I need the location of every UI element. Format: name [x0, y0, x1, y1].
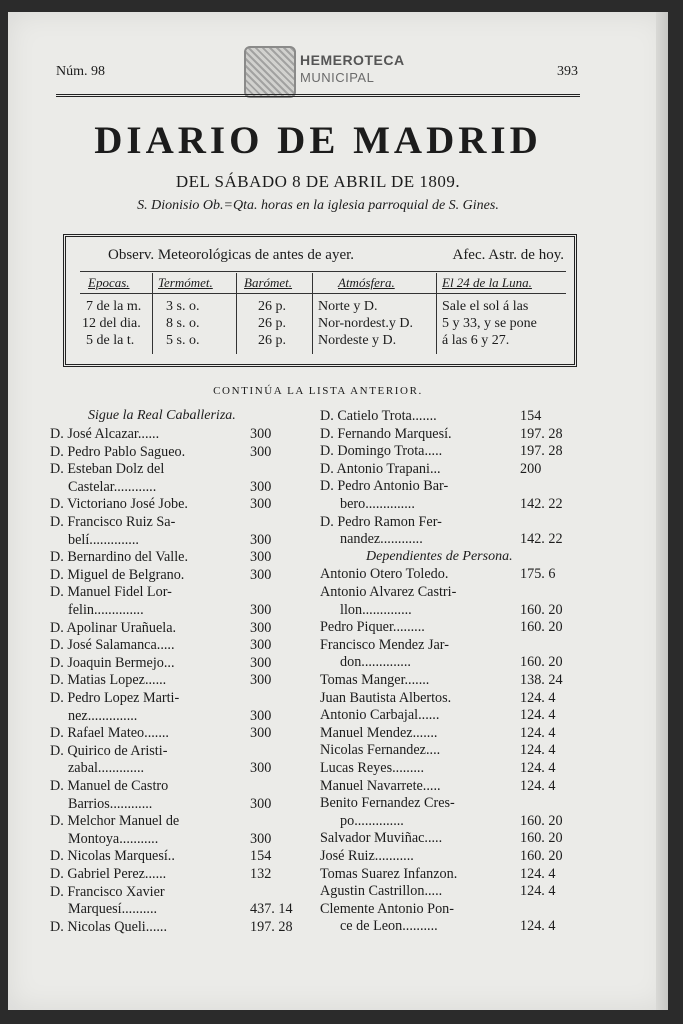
obs-term: 5 s. o.	[166, 333, 200, 348]
entry-value: 132	[250, 866, 272, 882]
newspaper-title: DIARIO DE MADRID	[94, 119, 542, 162]
entry-value: 124. 4	[520, 918, 556, 934]
obs-luna: á las 6 y 27.	[442, 333, 510, 348]
table-col-divider	[152, 273, 153, 354]
entry-name: D. José Salamanca.....	[50, 637, 175, 653]
entry-name: Juan Bautista Albertos.	[320, 690, 452, 706]
entry-value: 300	[250, 426, 272, 442]
issue-number: Núm. 98	[56, 64, 105, 79]
masthead-rule	[56, 94, 580, 97]
entry-name: D. Apolinar Urañuela.	[50, 620, 177, 636]
entry-name: Clemente Antonio Pon-	[320, 901, 454, 917]
entry-value: 300	[250, 725, 272, 741]
entry-value: 300	[250, 479, 272, 495]
entry-name: D. Francisco Xavier	[50, 884, 165, 900]
continued-heading: CONTINÚA LA LISTA ANTERIOR.	[213, 385, 423, 397]
entry-value: 300	[250, 760, 272, 776]
entry-name: D. Catielo Trota.......	[320, 408, 437, 424]
entry-value: 124. 4	[520, 778, 556, 794]
library-stamp	[244, 46, 424, 96]
entry-name: Lucas Reyes.........	[320, 760, 425, 776]
table-col-divider	[236, 273, 237, 354]
entry-name: nandez............	[340, 531, 423, 547]
obs-atm: Nor-nordest.y D.	[318, 316, 413, 331]
entry-value: 160. 20	[520, 830, 563, 846]
entry-value: 160. 20	[520, 654, 563, 670]
obs-term: 8 s. o.	[166, 316, 200, 331]
entry-value: 160. 20	[520, 602, 563, 618]
entry-name: zabal.............	[68, 760, 145, 776]
table-col-divider	[312, 273, 313, 354]
entry-value: 124. 4	[520, 742, 556, 758]
saint-of-day: S. Dionisio Ob.=Qta. horas en la iglesia parroquial de S. Gines.	[137, 198, 499, 213]
entry-value: 300	[250, 796, 272, 812]
entry-value: 160. 20	[520, 619, 563, 635]
entry-value: 124. 4	[520, 690, 556, 706]
obs-heading: Observ. Meteorológicas de antes de ayer.	[108, 247, 355, 263]
entry-value: 160. 20	[520, 813, 563, 829]
entry-name: Castelar............	[68, 479, 157, 495]
entry-value: 300	[250, 496, 272, 512]
entry-value: 160. 20	[520, 848, 563, 864]
entry-name: Benito Fernandez Cres-	[320, 795, 455, 811]
entry-name: Antonio Carbajal......	[320, 707, 440, 723]
entry-name: D. Melchor Manuel de	[50, 813, 180, 829]
entry-value: 175. 6	[520, 566, 556, 582]
entry-name: Marquesí..........	[68, 901, 158, 917]
entry-name: D. Pedro Lopez Marti-	[50, 690, 180, 706]
entry-name: Tomas Manger.......	[320, 672, 430, 688]
obs-atm: Nordeste y D.	[318, 333, 397, 348]
entry-name: Francisco Mendez Jar-	[320, 637, 449, 653]
entry-value: 124. 4	[520, 707, 556, 723]
col-termometro: Termómet.	[158, 275, 213, 290]
entry-name: D. Victoriano José Jobe.	[50, 496, 188, 512]
entry-name: D. Pedro Pablo Sagueo.	[50, 444, 186, 460]
entry-name: belí..............	[68, 532, 139, 548]
obs-epoca: 5 de la t.	[86, 333, 135, 348]
entry-name: D. José Alcazar......	[50, 426, 160, 442]
obs-baro: 26 p.	[258, 299, 286, 314]
entry-value: 300	[250, 708, 272, 724]
entry-value: 124. 4	[520, 760, 556, 776]
obs-luna: Sale el sol á las	[442, 299, 529, 314]
entry-value: 154	[520, 408, 542, 424]
entry-name: D. Antonio Trapani...	[320, 461, 441, 477]
entry-name: D. Bernardino del Valle.	[50, 549, 189, 565]
entry-value: 300	[250, 532, 272, 548]
entry-name: D. Nicolas Queli......	[50, 919, 168, 935]
stamp-line-1: HEMEROTECA	[300, 52, 405, 68]
entry-value: 142. 22	[520, 531, 563, 547]
entry-name: José Ruiz...........	[320, 848, 414, 864]
entry-name: Pedro Piquer.........	[320, 619, 425, 635]
entry-name: D. Manuel Fidel Lor-	[50, 584, 172, 600]
obs-term: 3 s. o.	[166, 299, 200, 314]
obs-atm: Norte y D.	[318, 299, 378, 314]
entry-value: 200	[520, 461, 542, 477]
entry-name: Agustin Castrillon.....	[320, 883, 443, 899]
entry-name: felin..............	[68, 602, 144, 618]
entry-name: Manuel Navarrete.....	[320, 778, 441, 794]
entry-name: don..............	[340, 654, 411, 670]
entry-value: 197. 28	[250, 919, 293, 935]
entry-name: D. Rafael Mateo.......	[50, 725, 169, 741]
entry-value: 197. 28	[520, 443, 563, 459]
entry-value: 138. 24	[520, 672, 563, 688]
entry-name: po..............	[340, 813, 404, 829]
entry-name: D. Joaquin Bermejo...	[50, 655, 175, 671]
entry-value: 300	[250, 602, 272, 618]
entry-value: 300	[250, 444, 272, 460]
entry-name: ce de Leon..........	[340, 918, 438, 934]
obs-baro: 26 p.	[258, 333, 286, 348]
right-subheading: Dependientes de Persona.	[366, 549, 513, 564]
table-col-divider	[436, 273, 437, 354]
left-subheading: Sigue la Real Caballeriza.	[88, 408, 236, 423]
page-edge	[656, 12, 668, 1010]
entry-name: llon..............	[340, 602, 412, 618]
entry-name: Antonio Alvarez Castri-	[320, 584, 457, 600]
entry-name: Manuel Mendez.......	[320, 725, 438, 741]
astro-heading: Afec. Astr. de hoy.	[452, 247, 564, 263]
entry-value: 124. 4	[520, 883, 556, 899]
entry-value: 437. 14	[250, 901, 293, 917]
entry-name: D. Gabriel Perez......	[50, 866, 167, 882]
entry-name: D. Matias Lopez......	[50, 672, 167, 688]
stamp-seal-icon	[244, 46, 296, 98]
obs-baro: 26 p.	[258, 316, 286, 331]
entry-name: Barrios............	[68, 796, 153, 812]
entry-name: D. Manuel de Castro	[50, 778, 169, 794]
entry-value: 300	[250, 655, 272, 671]
entry-name: D. Fernando Marquesí.	[320, 426, 452, 442]
col-luna: El 24 de la Luna.	[442, 275, 532, 290]
entry-name: D. Francisco Ruiz Sa-	[50, 514, 176, 530]
entry-name: Nicolas Fernandez....	[320, 742, 441, 758]
entry-value: 142. 22	[520, 496, 563, 512]
obs-epoca: 7 de la m.	[86, 299, 142, 314]
obs-epoca: 12 del dia.	[82, 316, 141, 331]
stamp-line-2: MUNICIPAL	[300, 70, 375, 85]
page-number: 393	[557, 64, 578, 79]
table-rule-top	[80, 271, 566, 272]
entry-name: bero..............	[340, 496, 415, 512]
entry-name: Tomas Suarez Infanzon.	[320, 866, 458, 882]
newspaper-page	[8, 12, 668, 1010]
col-epocas: Epocas.	[88, 275, 130, 290]
entry-name: Salvador Muviñac.....	[320, 830, 443, 846]
entry-name: Antonio Otero Toledo.	[320, 566, 449, 582]
entry-name: D. Domingo Trota.....	[320, 443, 443, 459]
entry-value: 300	[250, 567, 272, 583]
masthead-top	[56, 52, 578, 88]
col-atmosfera: Atmósfera.	[338, 275, 395, 290]
entry-value: 197. 28	[520, 426, 563, 442]
entry-name: D. Miguel de Belgrano.	[50, 567, 185, 583]
meteorological-table	[63, 234, 577, 367]
entry-value: 124. 4	[520, 725, 556, 741]
entry-value: 300	[250, 831, 272, 847]
entry-name: D. Esteban Dolz del	[50, 461, 165, 477]
issue-date: DEL SÁBADO 8 DE ABRIL DE 1809.	[175, 172, 461, 191]
entry-name: nez..............	[68, 708, 138, 724]
entry-name: D. Quirico de Aristi-	[50, 743, 168, 759]
entry-value: 124. 4	[520, 866, 556, 882]
entry-value: 154	[250, 848, 272, 864]
entry-value: 300	[250, 620, 272, 636]
obs-luna: 5 y 33, y se pone	[442, 316, 537, 331]
entry-value: 300	[250, 672, 272, 688]
entry-value: 300	[250, 637, 272, 653]
entry-value: 300	[250, 549, 272, 565]
col-barometro: Barómet.	[244, 275, 293, 290]
entry-name: D. Pedro Antonio Bar-	[320, 478, 449, 494]
entry-name: D. Pedro Ramon Fer-	[320, 514, 442, 530]
entry-name: Montoya...........	[68, 831, 159, 847]
entry-name: D. Nicolas Marquesí..	[50, 848, 175, 864]
